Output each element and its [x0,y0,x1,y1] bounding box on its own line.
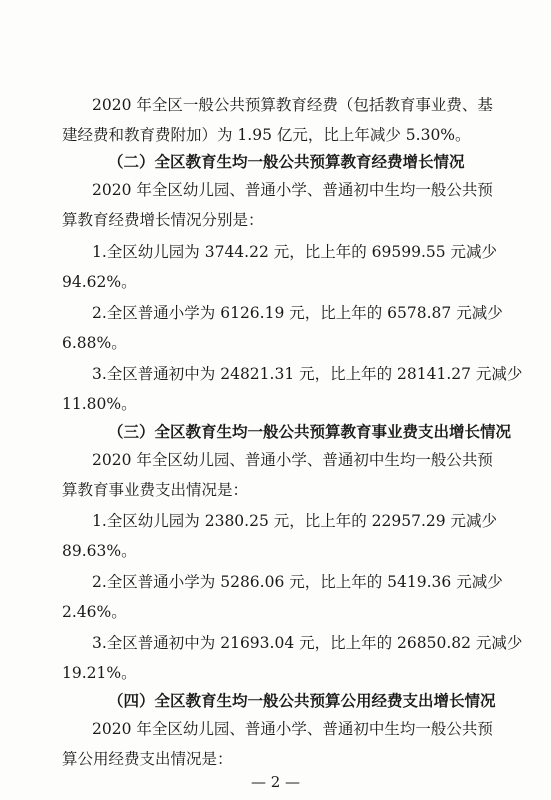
paragraph-line: 2.46%。 [62,603,127,621]
paragraph-line: 3.全区普通初中为 24821.31 元，比上年的 28141.27 元减少 [92,365,523,383]
section-heading: （三）全区教育生均一般公共预算教育事业费支出增长情况 [108,422,512,441]
paragraph-line: 6.88%。 [62,334,127,352]
paragraph-line: 2020 年全区幼儿园、普通小学、普通初中生均一般公共预 [92,181,493,199]
paragraph-line: 19.21%。 [62,664,137,682]
paragraph-line: 1.全区幼儿园为 3744.22 元，比上年的 69599.55 元减少 [92,243,498,261]
paragraph-line: 2020 年全区幼儿园、普通小学、普通初中生均一般公共预 [92,451,493,469]
paragraph-line: 94.62%。 [62,273,137,291]
paragraph-line: 算公用经费支出情况是： [62,750,233,768]
paragraph-line: 3.全区普通初中为 21693.04 元，比上年的 26850.82 元减少 [92,634,523,652]
section-heading: （二）全区教育生均一般公共预算教育经费增长情况 [108,152,465,171]
section-heading: （四）全区教育生均一般公共预算公用经费支出增长情况 [108,691,496,710]
page-number: — 2 — [250,773,301,791]
paragraph-line: 算教育经费增长情况分别是： [62,211,264,229]
paragraph-line: 建经费和教育费附加）为 1.95 亿元，比上年减少 5.30%。 [62,126,471,144]
paragraph-line: 1.全区幼儿园为 2380.25 元，比上年的 22957.29 元减少 [92,512,498,530]
paragraph-line: 89.63%。 [62,542,137,560]
paragraph-line: 11.80%。 [62,395,137,413]
paragraph-line: 2020 年全区幼儿园、普通小学、普通初中生均一般公共预 [92,720,493,738]
paragraph-line: 2.全区普通小学为 6126.19 元，比上年的 6578.87 元减少 [92,304,503,322]
paragraph-line: 算教育事业费支出情况是： [62,481,249,499]
paragraph-line: 2.全区普通小学为 5286.06 元，比上年的 5419.36 元减少 [92,573,503,591]
paragraph-line: 2020 年全区一般公共预算教育经费（包括教育事业费、基 [92,96,493,114]
